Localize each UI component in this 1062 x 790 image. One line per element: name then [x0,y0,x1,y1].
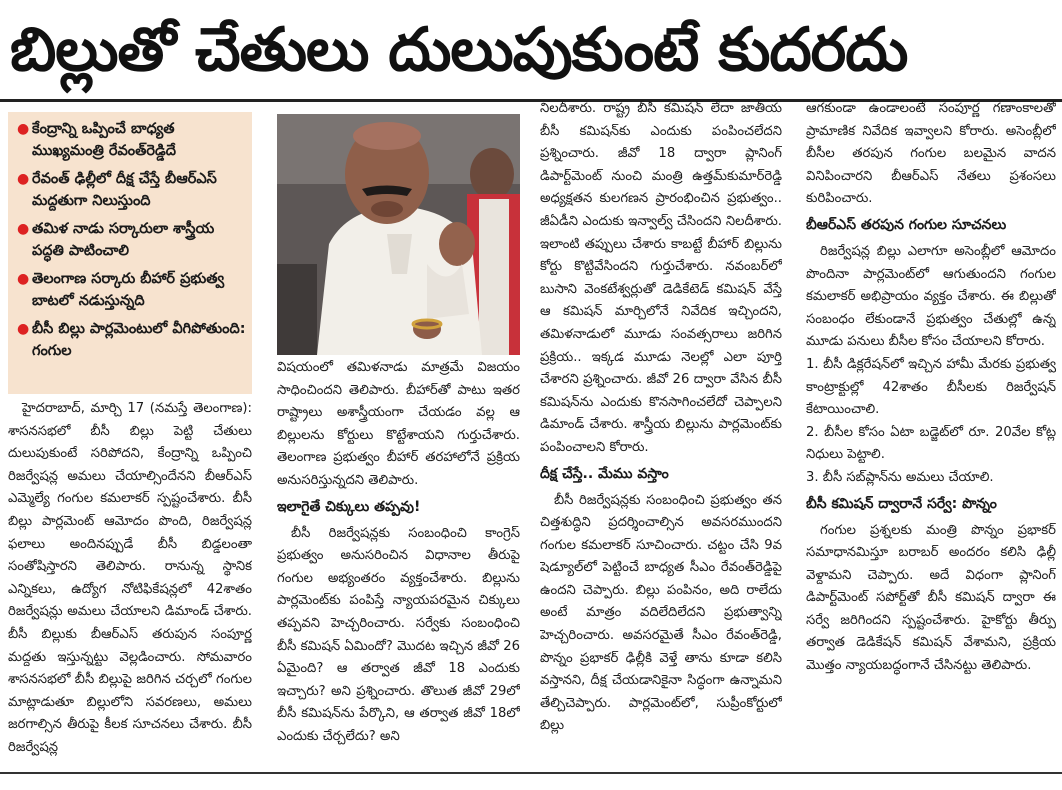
paragraph: నిలదీశారు. రాష్ట్ర బీసీ కమిషన్ లేదా జాతీయ బీసీ కమిషన్‌కు ఎందుకు పంపించలేదని ప్రశ్నించారు. జీవో 18 ద్వారా ప్లానింగ్ డిపార్ట్‌మెంట్ నుంచి మంత్రి ఉత్తమ్‌కుమార్‌రెడ్డి అధ్యక్షతన కులగణన ప్రారంభించిన ప్రభుత్వం.. జీఏడీని ఎందుకు ఇన్వాల్వ్ చేసిందని నిలదీశారు. ఇలాంటి తప్పులు చేశారు కాబట్టే బీహార్ బిల్లును కోర్టు కొట్టివేసిందని గుర్తుచేశారు. నవంబర్‌లో బుసాని వెంకటేశ్వర్లుతో డెడికేటెడ్ కమిషన్ వేస్తే ఆ కమిషన్ మార్చిలోనే నివేదిక ఇచ్చిందని, తమిళనాడులో మూడు సంవత్సరాలు జరిగిన ప్రక్రియ.. ఇక్కడ మూడు నెలల్లో ఎలా పూర్తి చేశారని ప్రశ్నించారు. జీవో 26 ద్వారా వేసిన బీసీ కమిషన్‌ను ఎందుకు కొనసాగించలేదో చెప్పాలని డిమాండ్ చేశారు. శాస్త్రీయ బిల్లును పార్లమెంట్‌కు పంపించాలని కోరారు. [540,101,782,455]
paragraph: బీసీ రిజర్వేషన్లకు సంబంధించి ప్రభుత్వం తన చిత్తశుద్ధిని ప్రదర్శించాల్సిన అవసరముందని గంగుల కమలాకర్ సూచించారు. చట్టం చేసి 9వ షెడ్యూల్‌లో పెట్టించే బాధ్యత సీఎం రేవంత్‌రెడ్డిపై ఉందని చెప్పారు. బిల్లు పంపినం, అది రాలేదు అంటే మాత్రం వదిలేదిలేదని ప్రభుత్వాన్ని హెచ్చరించారు. అవసరమైతే సీఎం రేవంత్‌రెడ్డి, పొన్నం ప్రభాకర్ ఢిల్లీకి వెళ్తే తాను కూడా కలిసి వస్తానని, దీక్ష చేయడానికైనా సిద్ధంగా ఉన్నామని తేల్చిచెప్పారు. పార్లమెంట్‌లో, సుప్రీంకోర్టులో బిల్లు [540,492,782,734]
paragraph: బీసీ రిజర్వేషన్లకు సంబంధించి కాంగ్రెస్ ప్రభుత్వం అనుసరించిన విధానాల తీరుపై గంగుల అభ్యంతరం వ్యక్తంచేశారు. బిల్లును పార్లమెంట్‌కు పంపిస్తే న్యాయపరమైన చిక్కులు తప్పవని హెచ్చరించారు. సర్వేకు సంబంధించి బీసీ కమిషన్ ఏమిందో? మొదట ఇచ్చిన జీవో 26 ఏమైంది? ఆ తర్వాత జీవో 18 ఎందుకు ఇచ్చారు? అని ప్రశ్నించారు. తొలుత జీవో 29లో బీసీ కమిషన్‌ను పేర్కొని, ఆ తర్వాత జీవో 18లో ఎందుకు చేర్చలేదు? అని [277,525,520,744]
bottom-rule [0,772,1062,774]
bullet-icon: ● [17,121,30,137]
highlight-item: ● బీసీ బిల్లు పార్లమెంటులో వీగిపోతుంది: గంగుల [16,318,246,362]
highlight-item: ● తెలంగాణ సర్కారు బీహార్ ప్రభుత్వ బాటలో నడుస్తున్నది [16,268,246,312]
highlight-item: ● కేంద్రాన్ని ఒప్పించే బాధ్యత ముఖ్యమంత్రి రేవంత్‌రెడ్డిదే [16,118,246,162]
paragraph: హైదరాబాద్, మార్చి 17 (నమస్తే తెలంగాణ): శాసనసభలో బీసీ బిల్లు పెట్టి చేతులు దులుపుకుంటే సరిపోదని, కేంద్రాన్ని ఒప్పించి రిజర్వేషన్ల అమలు చేయాల్సిందేనని బీఆర్‌ఎస్ ఎమ్మెల్యే గంగుల కమలాకర్ స్పష్టంచేశారు. బీసీ బిల్లు పార్లమెంట్ ఆమోదం పొంది, రిజర్వేషన్ల ఫలాలు అందినప్పుడే బీసీ బిడ్డలంతా సంతోషిస్తారని తెలిపారు. రానున్న స్థానిక ఎన్నికలు, ఉద్యోగ నోటిఫికేషన్లలో 42శాతం రిజర్వేషన్లు అమలు చేయాలని డిమాండ్ చేశారు. బీసీ బిల్లుకు బీఆర్‌ఎస్ తరుపున సంపూర్ణ మద్దతు ఇస్తున్నట్టు వెల్లడించారు. సోమవారం శాసనసభలో బీసీ బిల్లుపై జరిగిన చర్చలో గంగుల మాట్లాడుతూ బిల్లులోని సవరణలు, అమలు జరగాల్సిన తీరుపై కీలక సూచనలు చేశారు. బీసీ రిజర్వేషన్ల [8,401,252,755]
article-column-4 [806,98,1056,770]
demand-list [806,354,1056,490]
bullet-icon: ● [17,221,30,237]
speaker-illustration [277,114,520,355]
subheading: బీసీ కమిషన్ ద్వారానే సర్వే: పొన్నం [806,495,997,512]
paragraph: విషయంలో తమిళనాడు మాత్రమే విజయం సాధించిందని తెలిపారు. బీహార్‌తో పాటు ఇతర రాష్ట్రాలు అశాస్త్రీయంగా చేయడం వల్ల ఆ బిల్లులను కోర్టులు కొట్టేశాయని గుర్తుచేశారు. తెలంగాణ ప్రభుత్వం బీహార్ తరహాలోనే ప్రక్రియ అనుసరిస్తున్నదని తెలిపారు. [277,360,520,488]
headline: బిల్లుతో చేతులు దులుపుకుంటే కుదరదు [10,15,908,85]
paragraph: ఆగకుండా ఉండాలంటే సంపూర్ణ గణాంకాలతో ప్రామాణిక నివేదిక ఇవ్వాలని కోరారు. అసెంబ్లీలో బీసీల తరపున గంగుల బలమైన వాదన వినిపించారని బీఆర్‌ఎస్ నేతలు ప్రశంసలు కురిపించారు. [806,101,1056,207]
bullet-icon: ● [17,321,30,337]
subheading: బీఆర్‌ఎస్ తరపున గంగుల సూచనలు [806,216,1007,233]
article-column-3 [540,98,782,770]
list-item: 1. బీసీ డిక్లరేషన్‌లో ఇచ్చిన హామీ మేరకు ప్రభుత్వ కాంట్రాక్టుల్లో 42శాతం బీసీలకు రిజర్వేషన్ కేటాయించాలి. [806,356,1056,418]
bullet-icon: ● [17,271,30,287]
subheading: దీక్ష చేస్తే.. మేము వస్తాం [540,465,669,482]
news-photo [277,114,520,355]
highlights-box [8,112,252,394]
paragraph: రిజర్వేషన్ల బిల్లు ఎలాగూ అసెంబ్లీలో ఆమోదం పొందినా పార్లమెంట్‌లో ఆగుతుందని గంగుల కమలాకర్ అభిప్రాయం వ్యక్తం చేశారు. ఈ బిల్లుతో సంబంధం లేకుండానే ప్రభుత్వం చేతుల్లో ఉన్న మూడు పనులు బీసీల కోసం చేయాలని కోరారు. [806,243,1056,350]
list-item: 2. బీసీల కోసం ఏటా బడ్జెట్‌లో రూ. 20వేల కోట్ల నిధులు పెట్టాలి. [806,424,1056,463]
paragraph: గంగుల ప్రశ్నలకు మంత్రి పొన్నం ప్రభాకర్ సమాధానమిస్తూ బరాబర్ అందరం కలిసి ఢిల్లీ వెళ్దామని చెప్పారు. అదే విధంగా ప్లానింగ్ డిపార్ట్‌మెంట్ సపోర్ట్‌తో బీసీ కమిషన్ ద్వారా ఈ సర్వే జరిగిందని స్పష్టంచేశారు. హైకోర్టు తీర్పు తర్వాత డెడికేషన్ కమిషన్ వేశామని, ప్రక్రియ మొత్తం న్యాయబద్ధంగానే చేసినట్టు తెలిపారు. [806,522,1056,674]
subheading: ఇలాగైతే చిక్కులు తప్పవు! [277,498,421,515]
highlight-item: ● రేవంత్ ఢిల్లీలో దీక్ష చేస్తే బీఆర్‌ఎస్ మద్దతుగా నిలుస్తుంది [16,168,246,212]
article-column-2 [277,357,520,770]
bullet-icon: ● [17,171,30,187]
list-item: 3. బీసీ సబ్‌ప్లాన్‌ను అమలు చేయాలి. [806,469,994,485]
highlight-item: ● తమిళ నాడు సర్కారులా శాస్త్రీయ పద్ధతి పాటించాలి [16,218,246,262]
article-column-1 [8,398,252,770]
